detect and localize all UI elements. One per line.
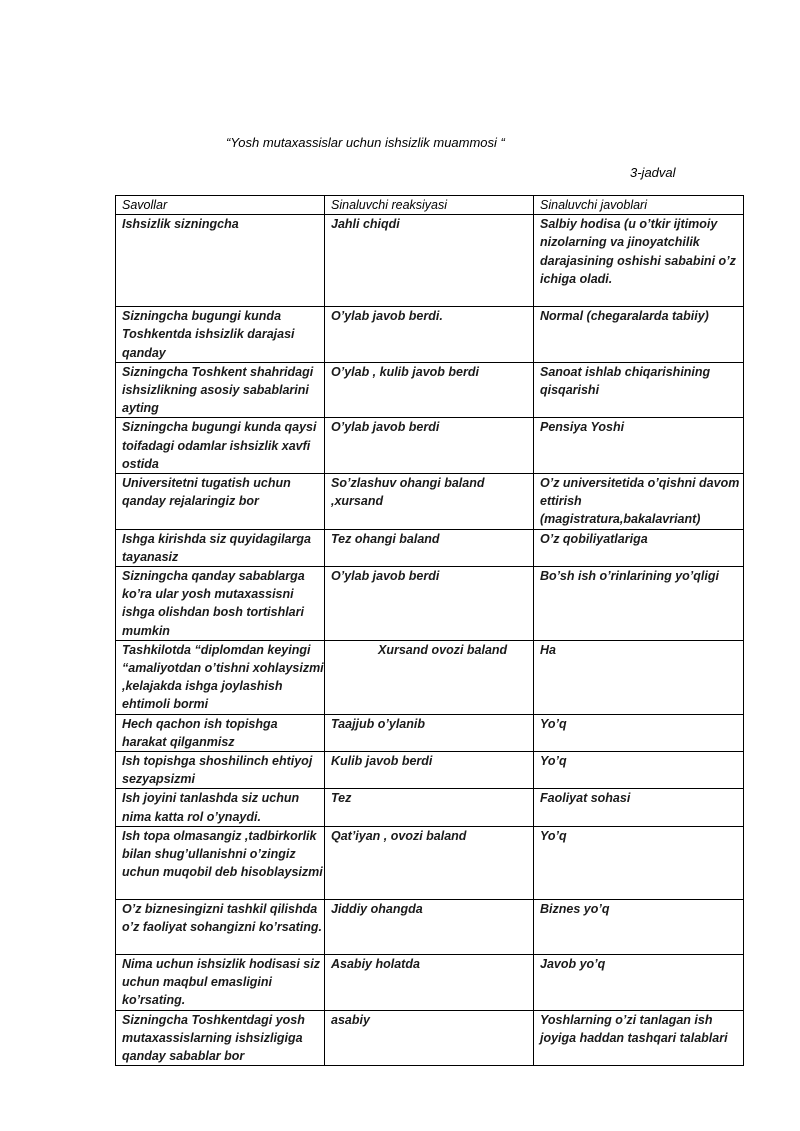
reaction-cell: So’zlashuv ohangi baland ,xursand — [325, 474, 534, 530]
document-title: “Yosh mutaxassislar uchun ishsizlik muammosi “ — [226, 135, 505, 150]
question-cell: Tashkilotda “diplomdan keyingi “amaliyotdan o’tishni xohlaysizmi ,kelajakda ishga joylashish ehtimoli bormi — [116, 640, 325, 714]
table-row — [116, 362, 744, 418]
answer-cell: O’z universitetida o’qishni davom ettirish (magistratura,bakalavriant) — [534, 474, 744, 530]
answer-cell: Yoshlarning o’zi tanlagan ish joyiga haddan tashqari talablari — [534, 1010, 744, 1066]
reaction-cell: Tez ohangi baland — [325, 529, 534, 566]
answer-cell: Bo’sh ish o’rinlarining yo’qligi — [534, 567, 744, 641]
header-reaksiya: Sinaluvchi reaksiyasi — [325, 196, 534, 215]
answer-cell: Biznes yo’q — [534, 899, 744, 954]
question-cell: Ishsizlik sizningcha — [116, 215, 325, 307]
table-row — [116, 307, 744, 363]
table-row — [116, 1010, 744, 1066]
question-cell: Sizningcha bugungi kunda Toshkentda ishsizlik darajasi qanday — [116, 307, 325, 363]
table-row — [116, 215, 744, 307]
question-cell: Sizningcha bugungi kunda qaysi toifadagi odamlar ishsizlik xavfi ostida — [116, 418, 325, 474]
answer-cell: Ha — [534, 640, 744, 714]
reaction-cell: Xursand ovozi baland — [325, 640, 534, 714]
answer-cell: Pensiya Yoshi — [534, 418, 744, 474]
reaction-cell: Jahli chiqdi — [325, 215, 534, 307]
survey-table — [115, 195, 744, 1066]
reaction-cell: O’ylab javob berdi. — [325, 307, 534, 363]
question-cell: Ishga kirishda siz quyidagilarga tayanasiz — [116, 529, 325, 566]
answer-cell: Normal (chegaralarda tabiiy) — [534, 307, 744, 363]
question-cell: Sizningcha Toshkentdagi yosh mutaxassislarning ishsizligiga qanday sabablar bor — [116, 1010, 325, 1066]
question-cell: Sizningcha Toshkent shahridagi ishsizlikning asosiy sabablarini ayting — [116, 362, 325, 418]
answer-cell: Salbiy hodisa (u o’tkir ijtimoiy nizolarning va jinoyatchilik darajasining oshishi sababini o’z ichiga oladi. — [534, 215, 744, 307]
table-row — [116, 899, 744, 954]
question-cell: Nima uchun ishsizlik hodisasi siz uchun maqbul emasligini ko’rsating. — [116, 954, 325, 1010]
question-cell: Sizningcha qanday sabablarga ko’ra ular yosh mutaxassisni ishga olishdan bosh tortishlari mumkin — [116, 567, 325, 641]
question-cell: Ish topa olmasangiz ,tadbirkorlik bilan shug’ullanishni o’zingiz uchun muqobil deb hisoblaysizmi — [116, 826, 325, 899]
answer-cell: O’z qobiliyatlariga — [534, 529, 744, 566]
reaction-cell: O’ylab javob berdi — [325, 567, 534, 641]
answer-cell: Javob yo’q — [534, 954, 744, 1010]
table-row — [116, 826, 744, 899]
table-caption: 3-jadval — [630, 165, 676, 180]
answer-cell: Yo’q — [534, 826, 744, 899]
table-row — [116, 640, 744, 714]
answer-cell: Sanoat ishlab chiqarishining qisqarishi — [534, 362, 744, 418]
reaction-cell: Kulib javob berdi — [325, 752, 534, 789]
reaction-cell: O’ylab , kulib javob berdi — [325, 362, 534, 418]
reaction-cell: Tez — [325, 789, 534, 826]
table-header-row — [116, 196, 744, 215]
question-cell: O’z biznesingizni tashkil qilishda o’z faoliyat sohangizni ko’rsating. — [116, 899, 325, 954]
reaction-cell: O’ylab javob berdi — [325, 418, 534, 474]
reaction-cell: Qat’iyan , ovozi baland — [325, 826, 534, 899]
table-row — [116, 789, 744, 826]
table-row — [116, 752, 744, 789]
question-cell: Hech qachon ish topishga harakat qilganmisz — [116, 714, 325, 751]
header-savollar: Savollar — [116, 196, 325, 215]
reaction-cell: Taajjub o’ylanib — [325, 714, 534, 751]
answer-cell: Yo’q — [534, 752, 744, 789]
table-row — [116, 567, 744, 641]
reaction-cell: asabiy — [325, 1010, 534, 1066]
question-cell: Universitetni tugatish uchun qanday rejalaringiz bor — [116, 474, 325, 530]
answer-cell: Faoliyat sohasi — [534, 789, 744, 826]
header-javoblar: Sinaluvchi javoblari — [534, 196, 744, 215]
table-row — [116, 529, 744, 566]
table-row — [116, 418, 744, 474]
question-cell: Ish joyini tanlashda siz uchun nima katta rol o’ynaydi. — [116, 789, 325, 826]
reaction-cell: Jiddiy ohangda — [325, 899, 534, 954]
reaction-cell: Asabiy holatda — [325, 954, 534, 1010]
table-row — [116, 954, 744, 1010]
table-row — [116, 474, 744, 530]
table-row — [116, 714, 744, 751]
answer-cell: Yo’q — [534, 714, 744, 751]
question-cell: Ish topishga shoshilinch ehtiyoj sezyapsizmi — [116, 752, 325, 789]
